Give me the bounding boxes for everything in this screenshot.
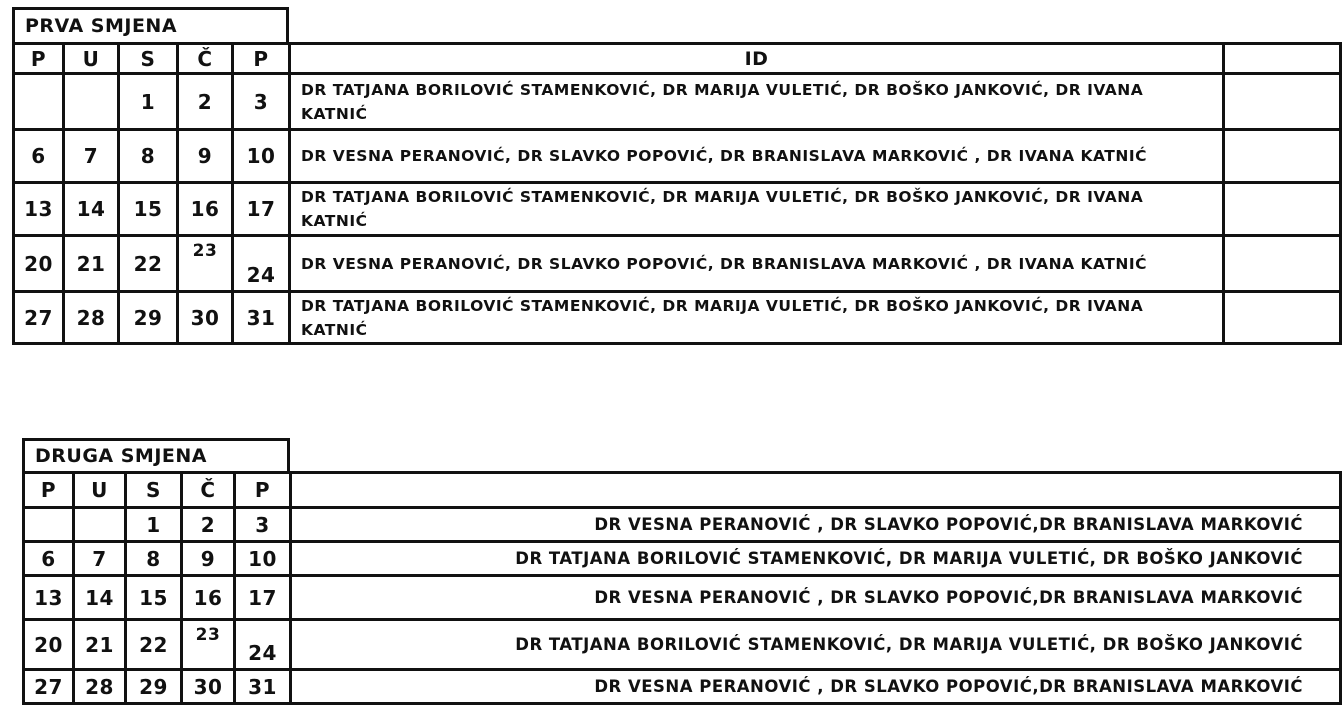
day-header: S (146, 478, 161, 502)
row-border (12, 342, 1339, 345)
date-cell: 15 (139, 585, 168, 610)
day-header: P (30, 46, 47, 71)
day-header: P (253, 46, 269, 71)
staff-names: DR VESNA PERANOVIĆ , DR SLAVKO POPOVIĆ,DR BRANISLAVA MARKOVIĆ (594, 587, 1303, 607)
staff-names: DR TATJANA BORILOVIĆ STAMENKOVIĆ, DR MARIJA VULETIĆ, DR BOŠKO JANKOVIĆ, DR IVANA KATNIĆ (301, 188, 1144, 230)
date-cell: 15 (133, 197, 163, 221)
date-cell: 28 (85, 674, 114, 699)
date-cell: 17 (248, 585, 277, 610)
date-cell: 1 (146, 512, 161, 537)
date-cell: 27 (34, 674, 63, 699)
date-cell (15, 75, 62, 128)
date-cell: 13 (34, 585, 63, 610)
staff-names: DR VESNA PERANOVIĆ, DR SLAVKO POPOVIĆ, DR BRANISLAVA MARKOVIĆ , DR IVANA KATNIĆ (301, 254, 1147, 273)
staff-names: DR TATJANA BORILOVIĆ STAMENKOVIĆ, DR MARIJA VULETIĆ, DR BOŠKO JANKOVIĆ, DR IVANA KATNIĆ (301, 296, 1144, 339)
date-cell: 20 (24, 251, 53, 276)
date-cell: 2 (200, 512, 216, 537)
date-cell: 22 (133, 251, 163, 276)
date-cell (65, 75, 117, 128)
date-cell: 27 (24, 305, 53, 330)
day-header: S (140, 46, 156, 71)
date-cell: 7 (92, 546, 107, 571)
date-cell: 30 (193, 674, 223, 699)
date-cell: 29 (139, 674, 168, 699)
date-cell: 8 (140, 144, 156, 168)
date-cell: 3 (253, 89, 269, 114)
date-cell: 9 (200, 546, 216, 571)
day-header: Č (197, 46, 213, 71)
date-cell (75, 509, 124, 540)
day-header: P (40, 478, 57, 502)
date-cell: 8 (146, 546, 161, 571)
staff-names: DR TATJANA BORILOVIĆ STAMENKOVIĆ, DR MARIJA VULETIĆ, DR BOŠKO JANKOVIĆ (515, 634, 1303, 654)
row-border (22, 702, 1339, 705)
date-cell: 14 (85, 585, 114, 610)
staff-names: DR TATJANA BORILOVIĆ STAMENKOVIĆ, DR MARIJA VULETIĆ, DR BOŠKO JANKOVIĆ, DR IVANA KATNIĆ (301, 80, 1144, 123)
day-header: P (254, 478, 271, 502)
id-column-header: ID (744, 47, 769, 70)
date-cell: 16 (190, 197, 220, 221)
prva-shift-title: PRVA SMJENA (25, 15, 178, 37)
date-cell: 10 (246, 144, 276, 168)
staff-names: DR VESNA PERANOVIĆ , DR SLAVKO POPOVIĆ,DR BRANISLAVA MARKOVIĆ (594, 514, 1303, 534)
day-header: Č (200, 478, 216, 502)
date-cell: 1 (140, 89, 156, 114)
date-cell: 20 (34, 632, 63, 657)
date-cell: 29 (133, 305, 163, 330)
date-cell: 30 (190, 305, 220, 330)
date-cell: 2 (197, 89, 213, 114)
date-cell: 22 (139, 632, 168, 657)
date-cell: 6 (41, 546, 56, 571)
day-header: U (91, 478, 108, 502)
date-cell: 13 (24, 197, 53, 221)
date-cell: 21 (76, 251, 106, 276)
day-header: U (82, 46, 100, 71)
date-cell: 16 (193, 585, 223, 610)
date-cell: 17 (246, 197, 276, 221)
date-cell: 23 (192, 241, 218, 261)
date-cell: 6 (31, 144, 46, 168)
staff-names: DR VESNA PERANOVIĆ, DR SLAVKO POPOVIĆ, DR BRANISLAVA MARKOVIĆ , DR IVANA KATNIĆ (301, 147, 1147, 165)
column-border (1222, 42, 1225, 345)
date-cell: 14 (76, 197, 106, 221)
date-cell: 28 (76, 305, 106, 330)
date-cell: 9 (197, 144, 213, 168)
date-cell: 24 (248, 641, 277, 665)
date-cell (25, 509, 72, 540)
staff-names: DR TATJANA BORILOVIĆ STAMENKOVIĆ, DR MARIJA VULETIĆ, DR BOŠKO JANKOVIĆ (515, 548, 1303, 568)
date-cell: 23 (195, 625, 221, 645)
date-cell: 10 (248, 546, 277, 571)
date-cell: 7 (83, 144, 99, 168)
date-cell: 31 (248, 674, 277, 699)
staff-names: DR VESNA PERANOVIĆ , DR SLAVKO POPOVIĆ,DR BRANISLAVA MARKOVIĆ (594, 676, 1303, 696)
date-cell: 24 (246, 263, 276, 287)
date-cell: 3 (255, 512, 270, 537)
druga-shift-title: DRUGA SMJENA (35, 445, 207, 467)
date-cell: 21 (85, 632, 114, 657)
date-cell: 31 (246, 305, 276, 330)
